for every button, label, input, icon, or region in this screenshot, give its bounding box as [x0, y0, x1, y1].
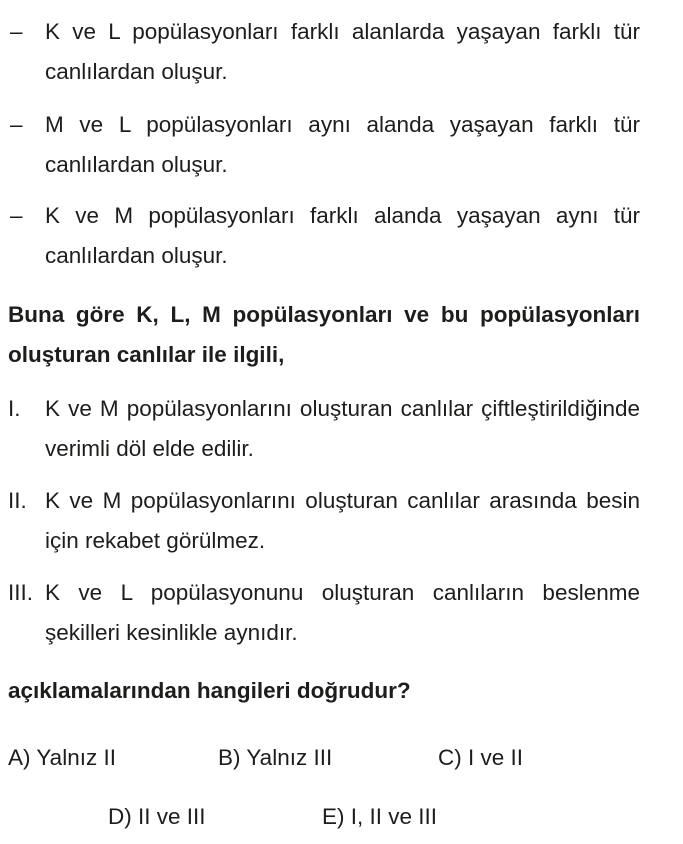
- choice-c[interactable]: C) I ve II: [438, 745, 524, 770]
- question-end: açıklamalarından hangileri doğrudur?: [8, 678, 411, 703]
- proposition-2: [8, 481, 640, 561]
- proposition-2-marker: II.: [8, 488, 27, 513]
- choice-d[interactable]: D) II ve III: [108, 804, 206, 829]
- statement-1-marker: –: [10, 19, 23, 44]
- proposition-3: [8, 573, 640, 653]
- proposition-1-marker: I.: [8, 396, 21, 421]
- statement-1-text: K ve L popülasyonları farklı alanlarda yaşayan farklı tür canlılardan oluşur.: [45, 19, 640, 84]
- statement-3: [8, 196, 640, 276]
- proposition-1: [8, 389, 640, 469]
- proposition-3-marker: III.: [8, 580, 34, 605]
- choice-a[interactable]: A) Yalnız II: [8, 745, 116, 770]
- statement-1: [8, 12, 640, 92]
- choice-e[interactable]: E) I, II ve III: [322, 804, 438, 829]
- statement-2: [8, 105, 640, 185]
- statement-3-marker: –: [10, 203, 23, 228]
- question-stem: Buna göre K, L, M popülasyonları ve bu popülasyonları oluşturan canlılar ile ilgili,: [8, 302, 640, 367]
- statement-2-marker: –: [10, 112, 23, 137]
- proposition-2-text: K ve M popülasyonlarını oluşturan canlılar arasında besin için rekabet görülmez.: [45, 488, 640, 553]
- statement-2-text: M ve L popülasyonları aynı alanda yaşayan farklı tür canlılardan oluşur.: [45, 112, 640, 177]
- choice-b[interactable]: B) Yalnız III: [218, 745, 333, 770]
- proposition-3-text: K ve L popülasyonunu oluşturan canlıların beslenme şekilleri kesinlikle aynıdır.: [45, 580, 640, 645]
- statement-3-text: K ve M popülasyonları farklı alanda yaşayan aynı tür canlılardan oluşur.: [45, 203, 640, 268]
- proposition-1-text: K ve M popülasyonlarını oluşturan canlılar çiftleştirildiğinde verimli döl elde edilir.: [45, 396, 640, 461]
